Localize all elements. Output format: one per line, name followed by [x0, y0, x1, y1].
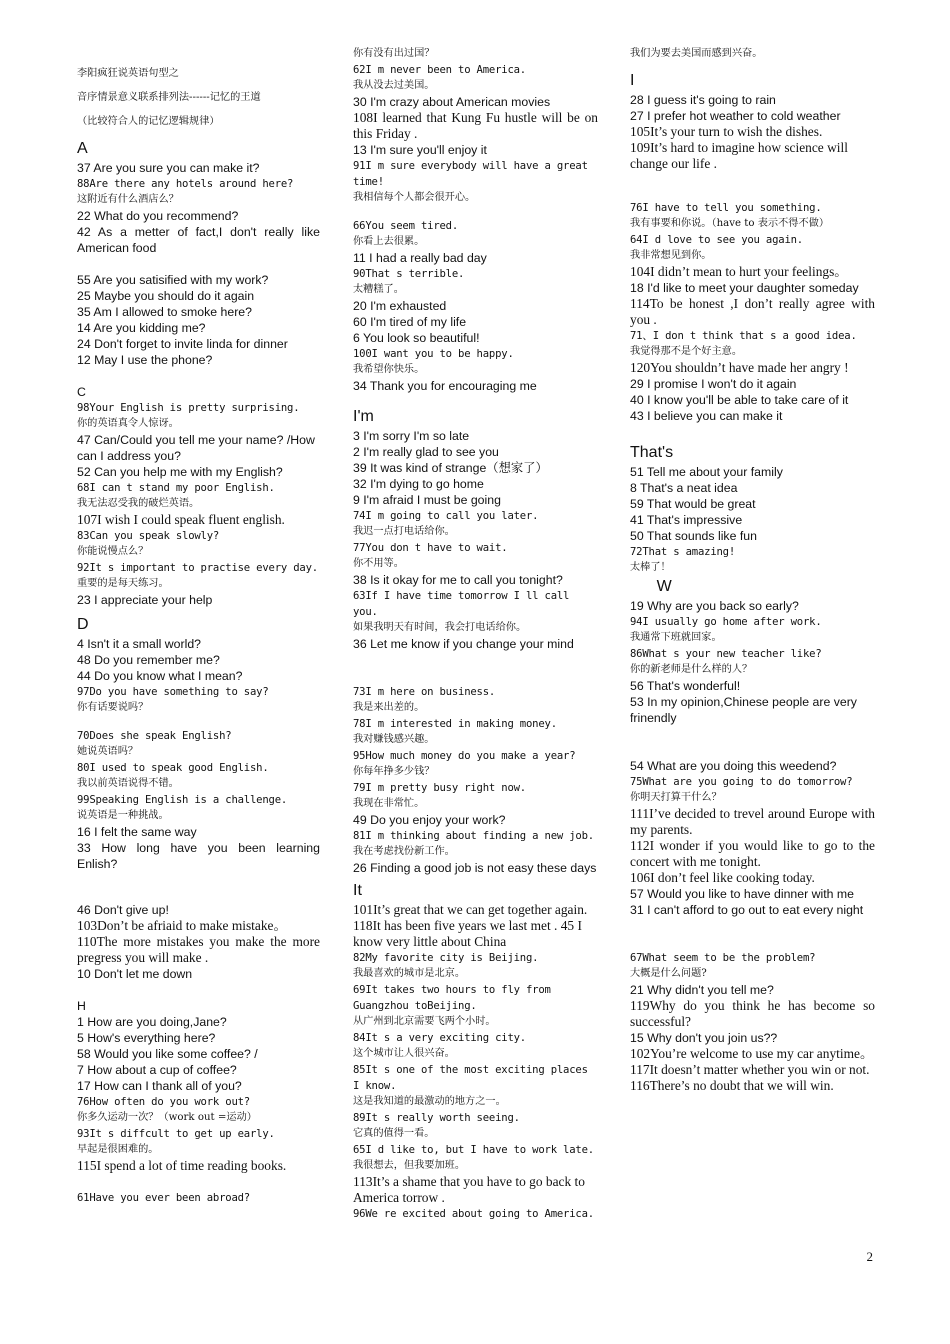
sentence-line: 40 I know you'll be able to take care of it	[630, 393, 849, 407]
sentence-line: 34 Thank you for encouraging me	[353, 379, 537, 393]
sentence-line: 116There’s no doubt that we will win.	[630, 1078, 834, 1093]
sentence-line: 52 Can you help me with my English?	[77, 465, 283, 479]
chinese-translation: 我无法忍受我的破烂英语。	[77, 498, 200, 509]
sentence-line: 91I m sure everybody will have a great time!	[353, 160, 594, 188]
chinese-translation: 这个城市让人很兴奋。	[353, 1048, 455, 1059]
chinese-translation: 它真的值得一看。	[353, 1128, 435, 1139]
spacer	[77, 716, 320, 728]
chinese-translation: 我通常下班就回家。	[630, 632, 722, 643]
sentence-line: 19 Why are you back so early?	[630, 599, 799, 613]
sentence-line: 4 Isn't it a small world?	[77, 637, 201, 651]
chinese-translation: 你有话要说吗？	[77, 702, 149, 713]
chinese-translation: 如果我明天有时间，我会打电话给你。	[353, 622, 527, 633]
sentence-line: 73I m here on business.	[353, 686, 496, 698]
chinese-translation: 你的英语真令人惊讶。	[77, 418, 179, 429]
sentence-line: 64I d love to see you again.	[630, 234, 803, 246]
chinese-translation: 我很想去，但我要加班。	[353, 1160, 466, 1171]
column-1	[77, 46, 324, 1206]
sentence-line: 119Why do you think he has become so successful?	[630, 998, 879, 1029]
chinese-translation: 太糟糕了。	[353, 284, 404, 295]
sentence-line: 89It s really worth seeing.	[353, 1112, 520, 1124]
sentence-line: 8 That's a neat idea	[630, 481, 738, 495]
spacer	[353, 652, 598, 684]
sentence-line: 42 As a metter of fact,I don't really like American food	[77, 225, 323, 255]
chinese-translation: 大概是什么问题?	[630, 968, 707, 979]
chinese-translation: 我有事要和你说。（have to 表示不得不做）	[630, 218, 830, 229]
sentence-line: 22 What do you recommend?	[77, 209, 239, 223]
sentence-line: 104I didn’t mean to hurt your feelings。	[630, 264, 848, 279]
sentence-line: 108I learned that Kung Fu hustle will be on this Friday .	[353, 110, 602, 141]
sentence-line: 78I m interested in making money.	[353, 718, 557, 730]
sentence-line: 36 Let me know if you change your mind	[353, 637, 574, 651]
sentence-line: 93It s diffcult to get up early.	[77, 1128, 275, 1140]
sentence-line: 92It s important to practise every day.	[77, 562, 318, 574]
sentence-line: 69It takes two hours to fly from Guangzhou toBeijing.	[353, 984, 557, 1012]
chinese-translation: （比较符合人的记忆逻辑规律）	[77, 116, 220, 127]
sentence-line: 29 I promise I won't do it again	[630, 377, 797, 391]
sentence-line: 80I used to speak good English.	[77, 762, 269, 774]
sentence-line: 57 Would you like to have dinner with me	[630, 887, 854, 901]
chinese-translation: 你明天打算干什么？	[630, 792, 722, 803]
sentence-line: 46 Don't give up!	[77, 903, 169, 917]
spacer	[77, 872, 320, 902]
spacer	[77, 106, 320, 114]
sentence-line: 110The more mistakes you make the more pregress you will make .	[77, 934, 324, 965]
chinese-translation: 我在考虑找份新工作。	[353, 846, 455, 857]
chinese-translation: 我觉得那不是个好主意。	[630, 346, 743, 357]
chinese-translation: 我是来出差的。	[353, 702, 425, 713]
sentence-line: 101It’s great that we can get together again.	[353, 902, 588, 917]
spacer	[77, 982, 320, 998]
sentence-line: 12 May I use the phone?	[77, 353, 213, 367]
sentence-line: 60 I'm tired of my life	[353, 315, 467, 329]
section-heading: That's	[630, 444, 674, 461]
sentence-line: 75What are you going to do tomorrow?	[630, 776, 853, 788]
sentence-line: 120You shouldn’t have made her angry !	[630, 360, 849, 375]
sentence-line: 9 I'm afraid I must be going	[353, 493, 501, 507]
chinese-translation: 这附近有什么酒店么？	[77, 194, 179, 205]
chinese-translation: 你看上去很累。	[353, 236, 425, 247]
spacer	[630, 62, 875, 70]
sentence-line: 63If I have time tomorrow I ll call you.	[353, 590, 576, 618]
section-heading: It	[353, 882, 362, 899]
sentence-line: 82My favorite city is Beijing.	[353, 952, 539, 964]
spacer	[77, 1174, 320, 1190]
section-heading: W	[630, 578, 672, 595]
sentence-line: 51 Tell me about your family	[630, 465, 783, 479]
chinese-translation: 我现在非常忙。	[353, 798, 425, 809]
chinese-translation: 你有没有出过国？	[353, 48, 435, 59]
sentence-line: H	[77, 999, 86, 1013]
chinese-translation: 说英语是一种挑战。	[77, 810, 169, 821]
chinese-translation: 我非常想见到你。	[630, 250, 712, 261]
sentence-line: 21 Why didn't you tell me?	[630, 983, 774, 997]
section-heading: A	[77, 140, 88, 157]
sentence-line: 74I m going to call you later.	[353, 510, 539, 522]
spacer	[630, 918, 875, 950]
sentence-line: 115I spend a lot of time reading books.	[77, 1158, 287, 1173]
sentence-line: 35 Am I allowed to smoke here?	[77, 305, 252, 319]
sentence-line: 111I’ve decided to trevel around Europe with my parents.	[630, 806, 879, 837]
sentence-line: 23 I appreciate your help	[77, 593, 213, 607]
page-number: 2	[866, 1249, 873, 1264]
sentence-line: 38 Is it okay for me to call you tonight?	[353, 573, 563, 587]
sentence-line: 114To be honest ,I don’t really agree with you .	[630, 296, 879, 327]
chinese-translation: 太棒了！	[630, 562, 671, 573]
chinese-translation: 早起是很困难的。	[77, 1144, 159, 1155]
sentence-line: 39 It was kind of strange（想家了）	[353, 461, 548, 475]
section-heading: D	[77, 616, 89, 633]
sentence-line: 28 I guess it's going to rain	[630, 93, 776, 107]
sentence-line: 18 I'd like to meet your daughter someday	[630, 281, 859, 295]
sentence-line: 76How often do you work out?	[77, 1096, 250, 1108]
sentence-line: 50 That sounds like fun	[630, 529, 757, 543]
sentence-line: 68I can t stand my poor English.	[77, 482, 275, 494]
sentence-line: 106I don’t feel like cooking today.	[630, 870, 815, 885]
sentence-line: 43 I believe you can make it	[630, 409, 783, 423]
sentence-line: 105It’s your turn to wish the dishes.	[630, 124, 823, 139]
sentence-line: 27 I prefer hot weather to cold weather	[630, 109, 841, 123]
sentence-line: 54 What are you doing this weedend?	[630, 759, 837, 773]
sentence-line: 109It’s hard to imagine how science will change our life .	[630, 140, 852, 171]
sentence-line: 97Do you have something to say?	[77, 686, 269, 698]
chinese-translation: 你的新老师是什么样的人？	[630, 664, 753, 675]
sentence-line: 90That s terrible.	[353, 268, 465, 280]
sentence-line: 67What seem to be the problem?	[630, 952, 816, 964]
sentence-line: 30 I'm crazy about American movies	[353, 95, 551, 109]
sentence-line: 10 Don't let me down	[77, 967, 193, 981]
sentence-line: 3 I'm sorry I'm so late	[353, 429, 470, 443]
sentence-line: 65I d like to, but I have to work late.	[353, 1144, 594, 1156]
sentence-line: 85It s one of the most exciting places I know.	[353, 1064, 594, 1092]
chinese-translation: 我相信每个人都会很开心。	[353, 192, 476, 203]
sentence-line: 117It doesn’t matter whether you win or not.	[630, 1062, 870, 1077]
chinese-translation: 我们为要去美国而感到兴奋。	[630, 48, 763, 59]
sentence-line: 88Are there any hotels around here?	[77, 178, 294, 190]
spacer	[77, 256, 320, 272]
spacer	[353, 206, 598, 218]
sentence-line: 102You’re welcome to use my car anytime。	[630, 1046, 874, 1061]
sentence-line: 113It’s a shame that you have to go back to America torrow .	[353, 1174, 588, 1205]
sentence-line: 83Can you speak slowly?	[77, 530, 220, 542]
chinese-translation: 你能说慢点么？	[77, 546, 149, 557]
sentence-line: 112I wonder if you would like to go to the concert with me tonight.	[630, 838, 879, 869]
sentence-line: 6 You look so beautiful!	[353, 331, 480, 345]
sentence-line: 103Don’t be afriaid to make mistake。	[77, 918, 287, 933]
chinese-translation: 我对赚钱感兴趣。	[353, 734, 435, 745]
sentence-line: 66You seem tired.	[353, 220, 459, 232]
sentence-line: 14 Are you kidding me?	[77, 321, 206, 335]
sentence-line: 44 Do you know what I mean?	[77, 669, 243, 683]
sentence-line: 24 Don't forget to invite linda for dinner	[77, 337, 288, 351]
spacer	[77, 46, 320, 66]
chinese-translation: 这是我知道的最激动的地方之一。	[353, 1096, 506, 1107]
sentence-line: 47 Can/Could you tell me your name? /How can I address you?	[77, 433, 319, 463]
spacer	[353, 394, 598, 406]
sentence-line: 107I wish I could speak fluent english.	[77, 512, 285, 527]
sentence-line: 13 I'm sure you'll enjoy it	[353, 143, 487, 157]
sentence-line: 15 Why don't you join us??	[630, 1031, 778, 1045]
sentence-line: 98Your English is pretty surprising.	[77, 402, 300, 414]
sentence-line: 61Have you ever been abroad?	[77, 1192, 250, 1204]
sentence-line: 48 Do you remember me?	[77, 653, 220, 667]
sentence-line: 20 I'm exhausted	[353, 299, 447, 313]
sentence-line: 96We re excited about going to America.	[353, 1208, 594, 1220]
sentence-line: 49 Do you enjoy your work?	[353, 813, 506, 827]
sentence-line: 26 Finding a good job is not easy these days	[353, 861, 597, 875]
spacer	[630, 172, 875, 200]
sentence-line: 62I m never been to America.	[353, 64, 526, 76]
sentence-line: 5 How's everything here?	[77, 1031, 216, 1045]
sentence-line: 86What s your new teacher like?	[630, 648, 822, 660]
section-heading: I'm	[353, 408, 374, 425]
sentence-line: 77You don t have to wait.	[353, 542, 508, 554]
sentence-line: 53 In my opinion,Chinese people are very frinendly	[630, 695, 861, 725]
sentence-line: 70Does she speak English?	[77, 730, 232, 742]
spacer	[630, 424, 875, 442]
spacer	[77, 368, 320, 384]
column-2	[353, 46, 602, 1222]
chinese-translation: 我迟一点打电话给你。	[353, 526, 455, 537]
sentence-line: 31 I can't afford to go out to eat every night	[630, 903, 864, 917]
chinese-translation: 音序情景意义联系排列法------记忆的王道	[77, 92, 261, 103]
sentence-line: 7 How about a cup of coffee?	[77, 1063, 237, 1077]
sentence-line: 1 How are you doing,Jane?	[77, 1015, 227, 1029]
chinese-translation: 我最喜欢的城市是北京。	[353, 968, 466, 979]
sentence-line: 94I usually go home after work.	[630, 616, 822, 628]
chinese-translation: 你不用等。	[353, 558, 404, 569]
sentence-line: 99Speaking English is a challenge.	[77, 794, 288, 806]
column-3	[630, 46, 879, 1094]
chinese-translation: 从广州到北京需要飞两个小时。	[353, 1016, 496, 1027]
sentence-line: 17 How can I thank all of you?	[77, 1079, 242, 1093]
chinese-translation: 我以前英语说得不错。	[77, 778, 179, 789]
chinese-translation: 你多久运动一次？（work out =运动）	[77, 1112, 257, 1123]
sentence-line: 25 Maybe you should do it again	[77, 289, 255, 303]
sentence-line: 76I have to tell you something.	[630, 202, 822, 214]
sentence-line: 37 Are you sure you can make it?	[77, 161, 260, 175]
sentence-line: 81I m thinking about finding a new job.	[353, 830, 594, 842]
sentence-line: 2 I'm really glad to see you	[353, 445, 499, 459]
chinese-translation: 李阳疯狂说英语句型之	[77, 68, 179, 79]
sentence-line: 79I m pretty busy right now.	[353, 782, 526, 794]
chinese-translation: 她说英语吗？	[77, 746, 139, 757]
spacer	[77, 82, 320, 90]
sentence-line: 71、I don t think that s a good idea.	[630, 330, 857, 342]
section-heading: I	[630, 72, 635, 89]
sentence-line: 118It has been five years we last met . 45 I know very little about China	[353, 918, 586, 949]
spacer	[630, 726, 875, 758]
sentence-line: 41 That's impressive	[630, 513, 743, 527]
spacer	[77, 130, 320, 138]
sentence-line: 32 I'm dying to go home	[353, 477, 484, 491]
sentence-line: 11 I had a really bad day	[353, 251, 487, 265]
sentence-line: 33 How long have you been learning Enlish?	[77, 841, 324, 871]
sentence-line: 56 That's wonderful!	[630, 679, 741, 693]
sentence-line: 95How much money do you make a year?	[353, 750, 576, 762]
sentence-line: 84It s a very exciting city.	[353, 1032, 526, 1044]
sentence-line: 59 That would be great	[630, 497, 756, 511]
sentence-line: 16 I felt the same way	[77, 825, 197, 839]
chinese-translation: 我希望你快乐。	[353, 364, 425, 375]
chinese-translation: 重要的是每天练习。	[77, 578, 169, 589]
sentence-line: C	[77, 385, 86, 399]
sentence-line: 58 Would you like some coffee? /	[77, 1047, 258, 1061]
sentence-line: 55 Are you satisified with my work?	[77, 273, 269, 287]
chinese-translation: 我从没去过美国。	[353, 80, 435, 91]
sentence-line: 100I want you to be happy.	[353, 348, 514, 360]
chinese-translation: 你每年挣多少钱？	[353, 766, 435, 777]
sentence-line: 72That s amazing!	[630, 546, 736, 558]
